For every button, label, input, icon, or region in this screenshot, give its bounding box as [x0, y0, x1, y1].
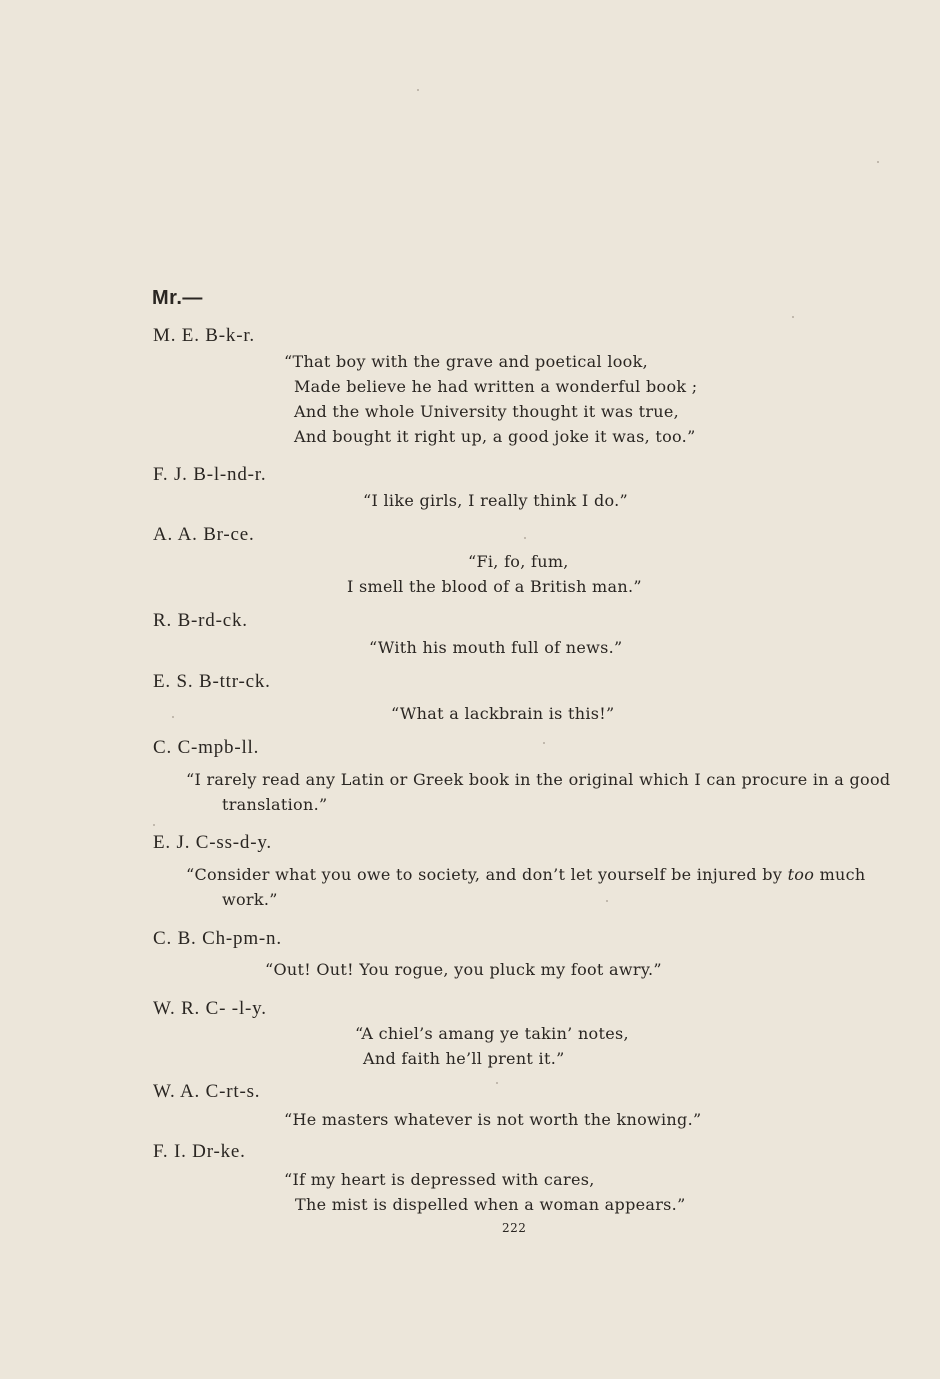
- quote-line: “Out! Out! You rogue, you pluck my foot awry.”: [265, 960, 662, 979]
- paper-speck: [153, 824, 155, 826]
- entry-quote: [284, 1167, 686, 1217]
- entry-name: F. J. B-l-nd-r.: [153, 464, 267, 485]
- entry-quote: [363, 488, 628, 513]
- entry-name: A. A. Br-ce.: [153, 524, 255, 545]
- quote-line: “What a lackbrain is this!”: [391, 704, 615, 723]
- quote-line: The mist is dispelled when a woman appears.”: [295, 1195, 686, 1214]
- entry-name: F. I. Dr-ke.: [153, 1141, 246, 1162]
- entry-name: E. J. C-ss-d-y.: [153, 832, 272, 853]
- entry-quote: [347, 549, 642, 599]
- quote-line: And faith he’ll prent it.”: [363, 1049, 565, 1068]
- entry-quote: [284, 349, 697, 449]
- entry-quote: [186, 862, 916, 912]
- entry-name: M. E. B-k-r.: [153, 325, 255, 346]
- paper-speck: [524, 537, 526, 539]
- quote-text: much work.”: [222, 865, 866, 909]
- paper-speck: [543, 742, 545, 744]
- quote-line: Made believe he had written a wonderful book ;: [294, 377, 698, 396]
- entry-name: W. R. C- -l-y.: [153, 998, 267, 1019]
- quote-text: “Consider what you owe to society, and don’t let yourself be injured by: [186, 865, 783, 884]
- paper-speck: [877, 161, 879, 163]
- entry-name: C. B. Ch-pm-n.: [153, 928, 282, 949]
- quote-line: And the whole University thought it was true,: [294, 402, 680, 421]
- paper-speck: [606, 900, 608, 902]
- entry-name: E. S. B-ttr-ck.: [153, 671, 271, 692]
- quote-line: “That boy with the grave and poetical look,: [284, 352, 648, 371]
- quote-line: “Fi, fo, fum,: [468, 552, 569, 571]
- entry-name: C. C-mpb-ll.: [153, 737, 260, 758]
- entry-quote: [391, 701, 615, 726]
- entry-quote: [369, 635, 623, 660]
- quote-line: I smell the blood of a British man.”: [347, 577, 642, 596]
- quote-line: “If my heart is depressed with cares,: [284, 1170, 595, 1189]
- quote-emphasis: too: [787, 865, 815, 884]
- paper-speck: [792, 316, 794, 318]
- quote-line: And bought it right up, a good joke it was, too.”: [294, 427, 696, 446]
- quote-line: “With his mouth full of news.”: [369, 638, 623, 657]
- entry-name: R. B-rd-ck.: [153, 610, 248, 631]
- quote-line: “A chiel’s amang ye takin’ notes,: [355, 1024, 629, 1043]
- entry-quote: “I rarely read any Latin or Greek book in the original which I can procure in a good translation.”: [186, 770, 891, 814]
- entry-quote: [355, 1021, 629, 1071]
- paper-speck: [172, 716, 174, 718]
- entry-quote: [284, 1107, 701, 1132]
- paper-speck: [496, 1082, 498, 1084]
- page-number: 222: [502, 1221, 527, 1235]
- paper-speck: [417, 89, 419, 91]
- entry-name: W. A. C-rt-s.: [153, 1081, 261, 1102]
- quote-line: “He masters whatever is not worth the knowing.”: [284, 1110, 702, 1129]
- quote-line: “I like girls, I really think I do.”: [363, 491, 629, 510]
- section-heading: Mr.—: [152, 287, 203, 309]
- entry-quote: [265, 957, 662, 982]
